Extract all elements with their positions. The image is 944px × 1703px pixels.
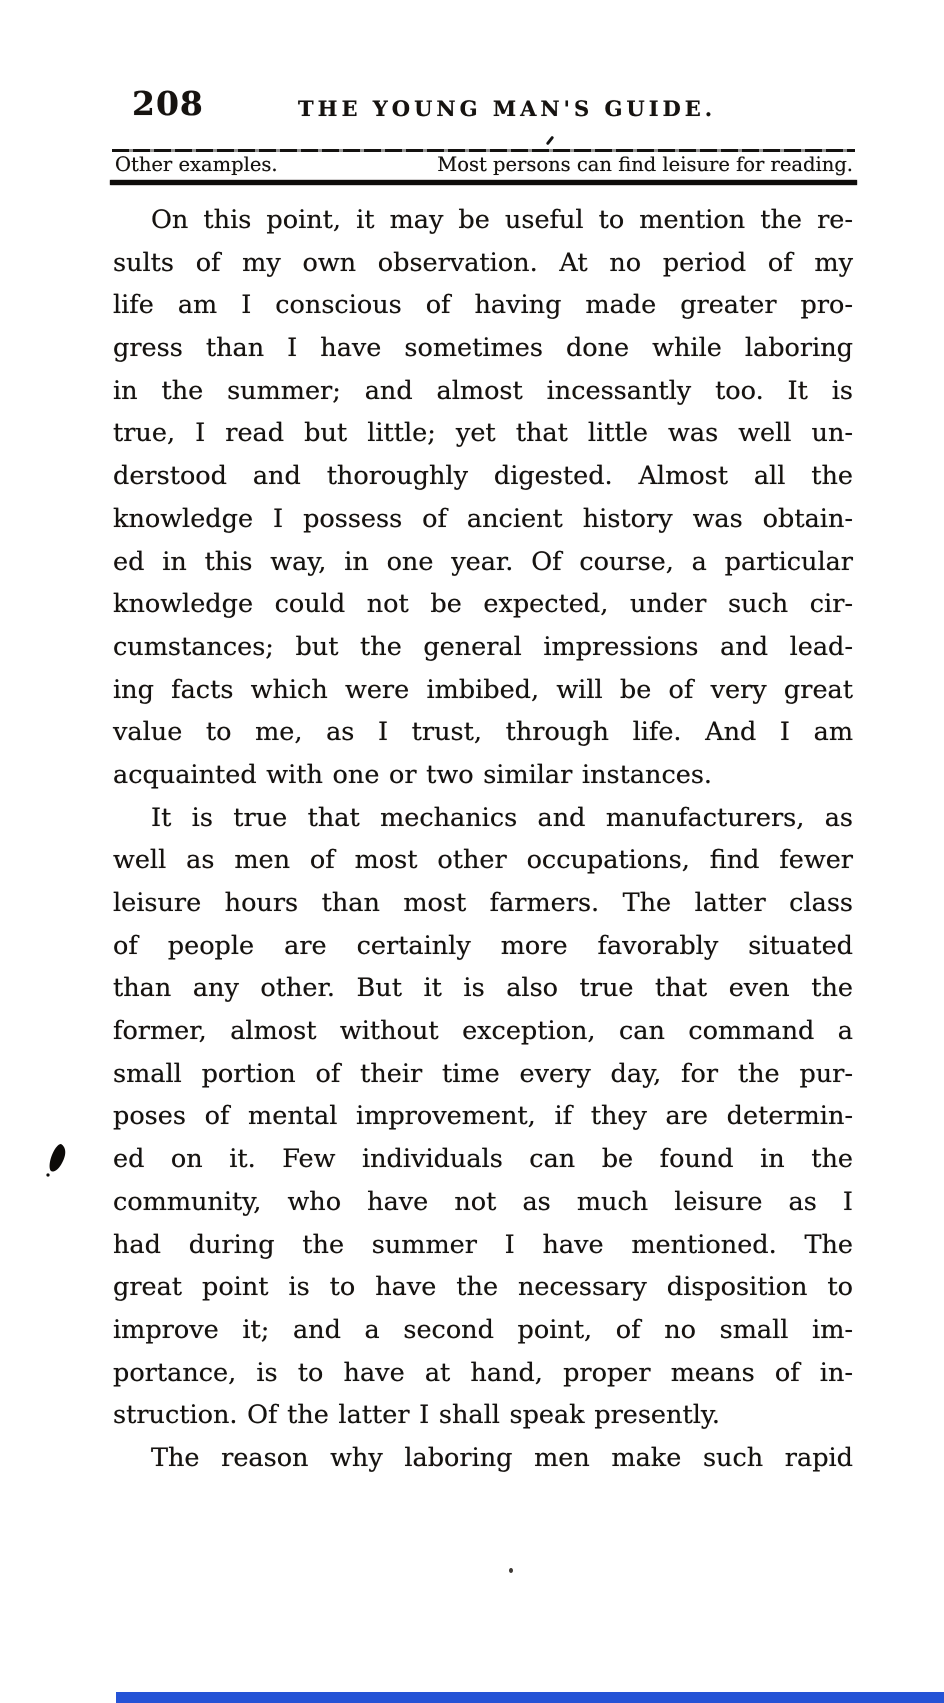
body-line: ing facts which were imbibed, will be of very great (113, 674, 853, 705)
paragraph (113, 199, 853, 797)
body-line: struction. Of the latter I shall speak presently. (113, 1400, 720, 1431)
body-line: knowledge could not be expected, under such cir- (113, 589, 853, 620)
section-note-right: Most persons can find leisure for reading. (437, 153, 853, 176)
body-line: acquainted with one or two similar instances. (113, 759, 713, 790)
body-line: cumstances; but the general impressions and lead- (113, 631, 853, 662)
margin-ink-blot-mark (44, 1143, 70, 1179)
body-line: great point is to have the necessary disposition to (113, 1272, 853, 1303)
section-note-left: Other examples. (115, 153, 278, 176)
body-line: value to me, as I trust, through life. And I am (113, 717, 853, 748)
body-line: well as men of most other occupations, find fewer (113, 845, 853, 876)
ink-blot-shape (44, 1143, 70, 1179)
body-line: gress than I have sometimes done while laboring (113, 333, 853, 364)
header-rule-thick (110, 180, 857, 185)
body-line: ed on it. Few individuals can be found in the (113, 1144, 853, 1175)
body-line: The reason why laboring men make such rapid (151, 1442, 853, 1473)
body-line: derstood and thoroughly digested. Almost all the (113, 461, 853, 492)
body-line: than any other. But it is also true that even the (113, 973, 853, 1004)
body-line: in the summer; and almost incessantly too. It is (113, 375, 853, 406)
body-line: leisure hours than most farmers. The latter class (113, 888, 853, 918)
body-line: life am I conscious of having made greater pro- (113, 290, 853, 321)
body-text (113, 199, 853, 1480)
page-number: 208 (132, 84, 204, 123)
bottom-blue-bar (116, 1692, 944, 1703)
body-line: true, I read but little; yet that little was well un- (113, 418, 853, 449)
body-line: sults of my own observation. At no period of my (113, 247, 853, 278)
scan-speck-dot (509, 1568, 513, 1573)
body-line: knowledge I possess of ancient history was obtain- (113, 503, 853, 534)
body-line: of people are certainly more favorably situated (113, 930, 853, 961)
header-rule-thin (112, 149, 855, 152)
stray-ink-tick-mark (546, 136, 555, 146)
section-note-row (115, 153, 853, 176)
body-line: It is true that mechanics and manufacturers, as (151, 802, 853, 833)
paragraph (113, 797, 853, 1437)
body-line: community, who have not as much leisure as I (113, 1186, 853, 1217)
body-line: former, almost without exception, can command a (113, 1016, 853, 1047)
body-line: On this point, it may be useful to mention the re- (151, 205, 853, 235)
body-line: had during the summer I have mentioned. The (113, 1229, 853, 1260)
body-line: ed in this way, in one year. Of course, a particular (113, 546, 853, 577)
running-head-title: THE YOUNG MAN'S GUIDE. (298, 96, 717, 121)
body-line: poses of mental improvement, if they are determin- (113, 1101, 853, 1132)
body-line: portance, is to have at hand, proper means of in- (113, 1357, 853, 1388)
paragraph (113, 1437, 853, 1480)
body-line: small portion of their time every day, for the pur- (113, 1058, 853, 1089)
body-line: improve it; and a second point, of no small im- (113, 1314, 853, 1345)
